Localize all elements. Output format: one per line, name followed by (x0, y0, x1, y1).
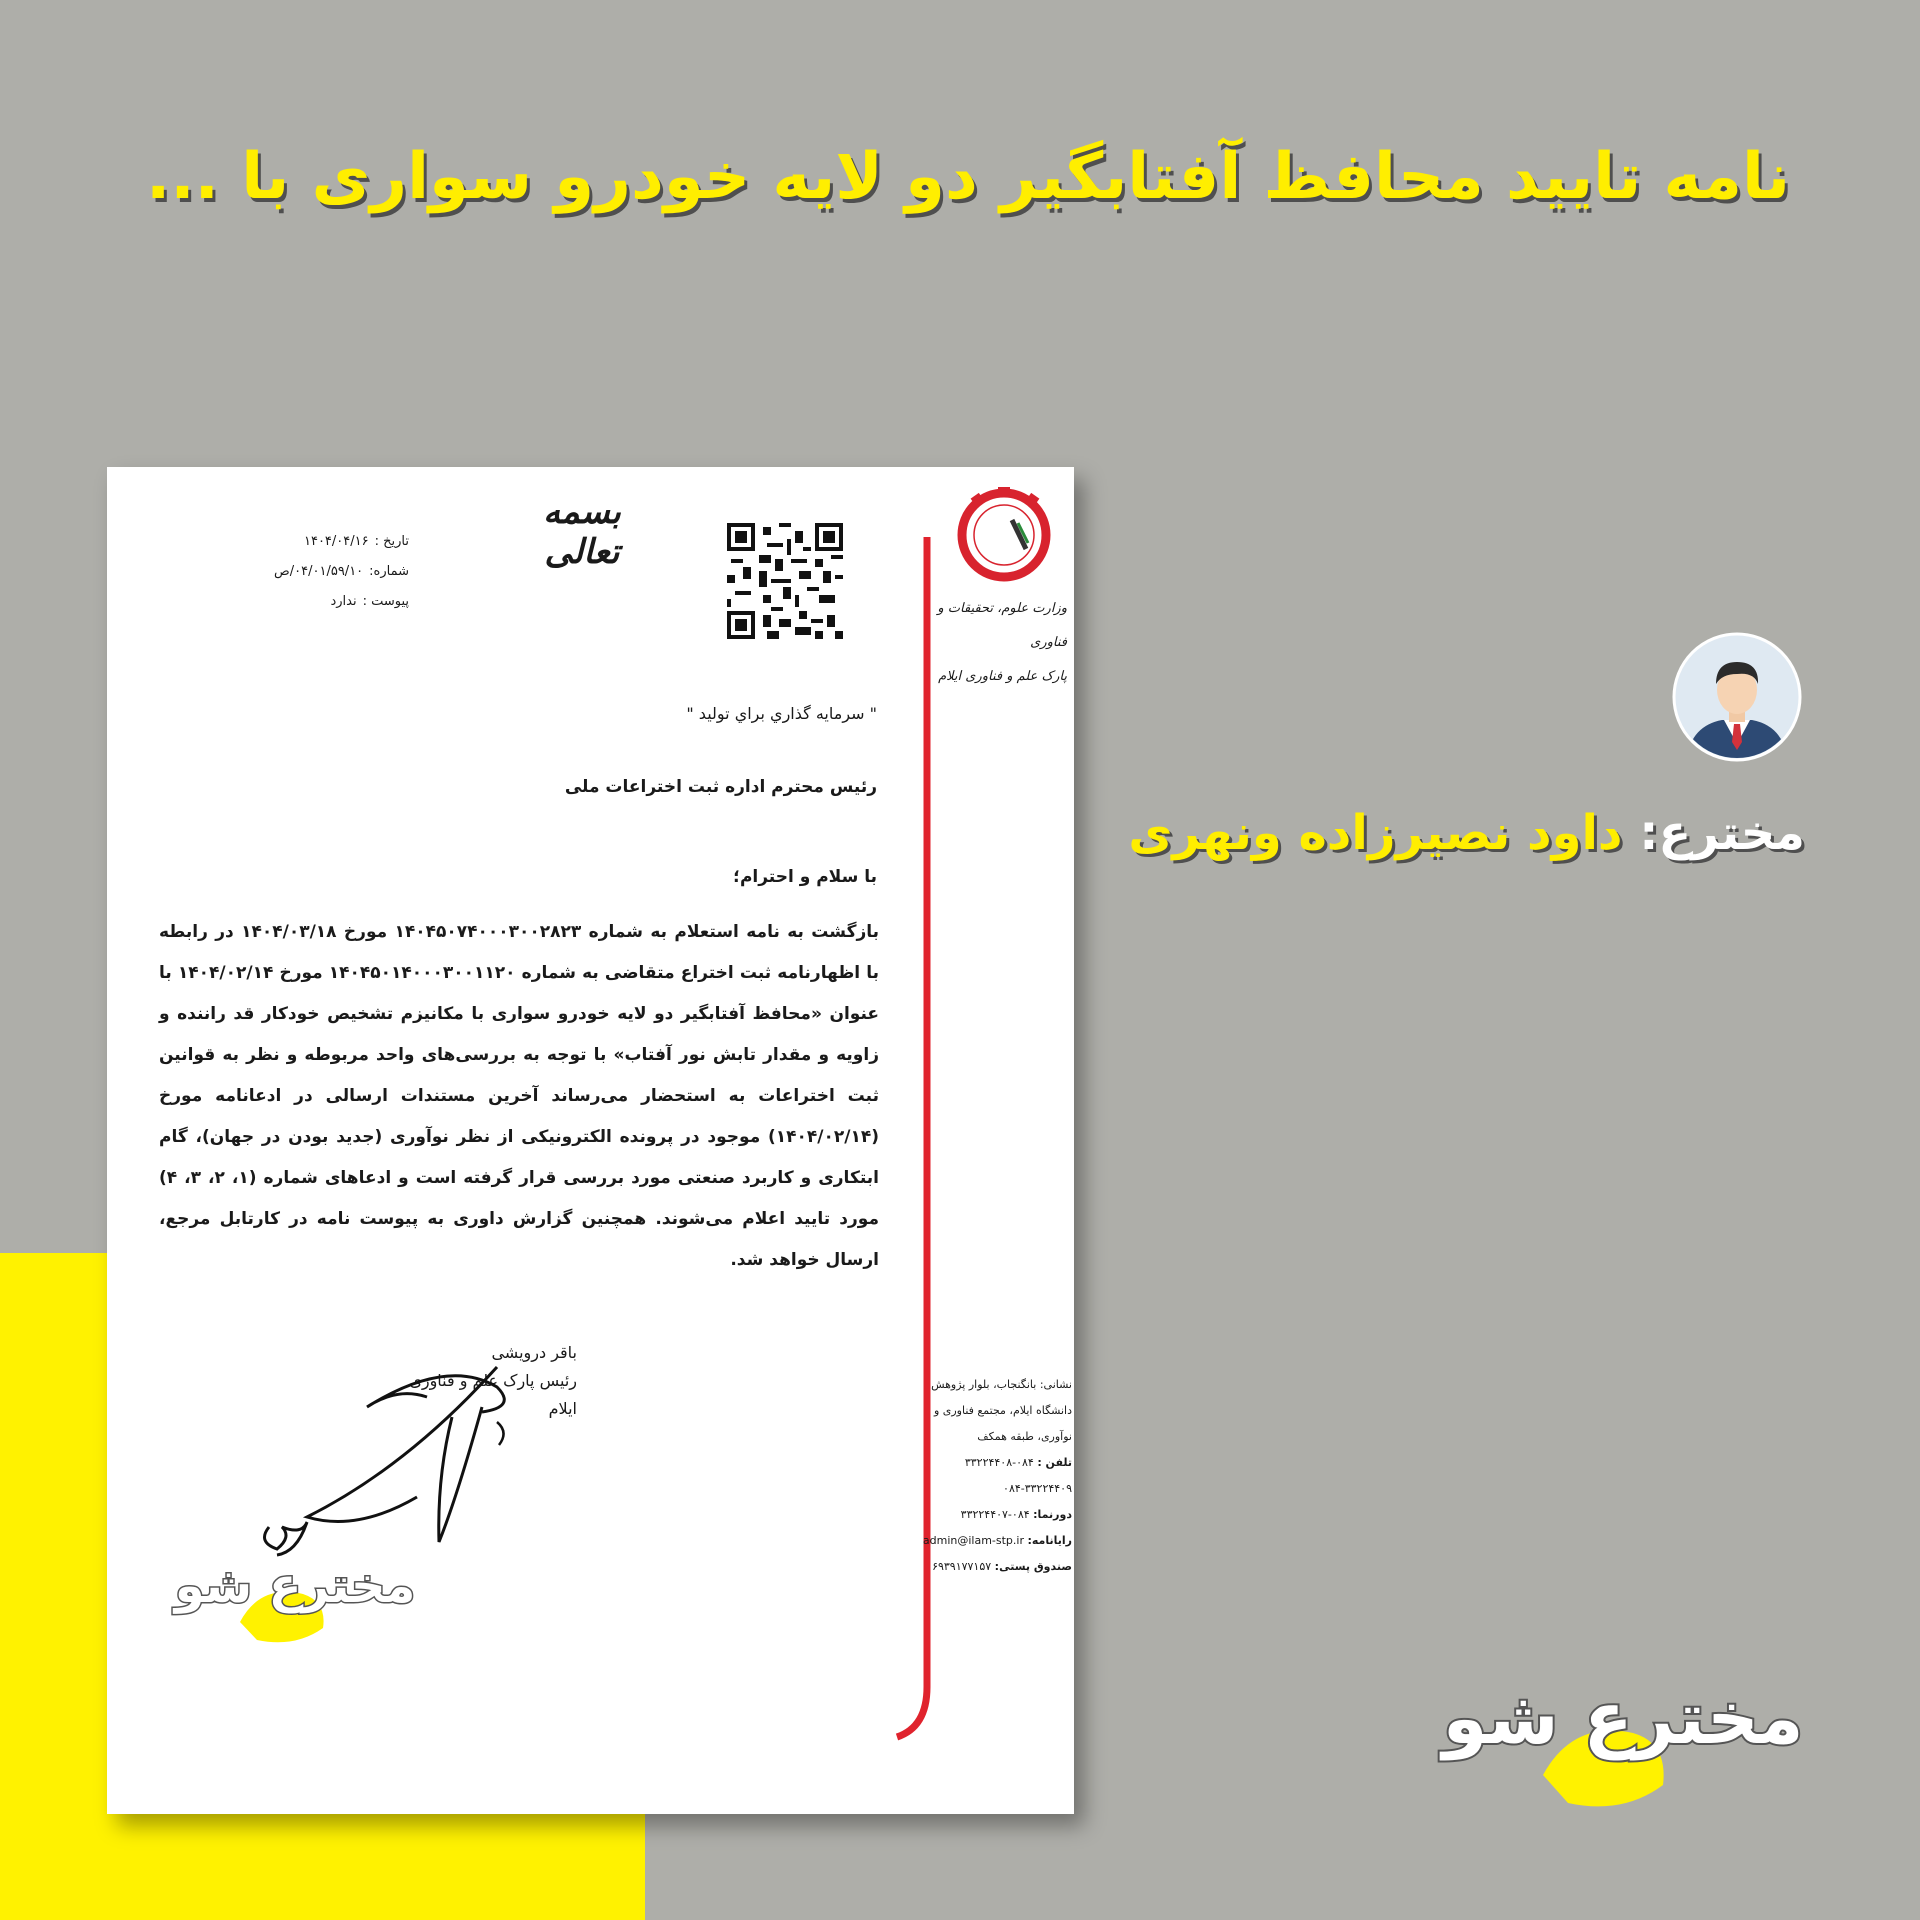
pobox-row (922, 1554, 1072, 1580)
letter-meta (129, 527, 409, 617)
approval-letter (107, 467, 1074, 1814)
meta-label: تاریخ : (374, 534, 409, 549)
phone-number: ۰۸۴-۳۳۲۲۴۴۰۹ (1003, 1482, 1072, 1495)
pobox-label: صندوق پستی: (994, 1560, 1072, 1573)
mokhtare-sho-logo-icon (174, 1522, 416, 1652)
qr-code-icon (727, 523, 843, 639)
letter-salutation: با سلام و احترام؛ (733, 867, 877, 887)
inventor-name: داود نصیرزاده ونهری (1128, 805, 1623, 861)
logo-text: مخترع شو (174, 1558, 416, 1614)
businessman-avatar-icon (1672, 632, 1802, 762)
meta-value: ندارد (330, 594, 357, 609)
email-row (922, 1528, 1072, 1554)
signer-name: باقر درویشی (491, 1343, 577, 1362)
org-park: پارک علم و فناوری ایلام (938, 669, 1067, 684)
bismillah-heading: بسمه تعالی (543, 492, 621, 572)
logo-text: مخترع شو (1442, 1676, 1804, 1760)
banner-title: نامه تایید محافظ آفتابگیر دو لایه خودرو سواری با ... (146, 140, 1790, 214)
inventor-line (1105, 805, 1805, 861)
phone-number: ۰۸۴-۳۳۲۲۴۴۰۸ (964, 1456, 1034, 1469)
email-address: admin@ilam-stp.ir (922, 1534, 1024, 1547)
meta-value: ۱۴۰۴/۰۴/۱۶ (303, 534, 369, 549)
letter-recipient: رئیس محترم اداره ثبت اختراعات ملی (564, 777, 877, 797)
phone-row (922, 1450, 1072, 1476)
letter-body: بازگشت به نامه استعلام به شماره ۱۴۰۴۵۰۷۴۰۰۰۳۰۰۲۸۲۳ مورخ ۱۴۰۴/۰۳/۱۸ در رابطه با اظهارنامه ثبت اختراع متقاضی به شماره ۱۴۰۴۵۰۱۴۰۰۰۳۰۰۱۱۲۰ مورخ ۱۴۰۴/۰۲/۱۴ با عنوان «محافظ آفتابگیر دو لایه خودرو سواری با مکانیزم تشخیص خودکار قد راننده و زاویه و مقدار تابش نور آفتاب» با توجه به بررسی‌های واحد مربوطه و نظر به قوانین ثبت اختراعات به استحضار می‌رساند آخرین مستندات ارسالی در ادعانامه مورخ (۱۴۰۴/۰۲/۱۴) موجود در پرونده الکترونیکی از نظر نوآوری (جدید بودن در جهان)، گام ابتکاری و کاربرد صنعتی مورد بررسی قرار گرفته است و ادعاهای شماره (۱، ۲، ۳، ۴) مورد تایید اعلام می‌شوند. همچنین گزارش داوری به پیوست نامه در کارتابل مرجع، ارسال خواهد شد. (159, 922, 880, 1270)
phone-label: تلفن : (1037, 1456, 1072, 1469)
address-line: نوآوری، طبقه همکف (977, 1430, 1072, 1443)
organization-name (927, 592, 1067, 694)
signer-title: رئیس پارک علم و فناوری ایلام (409, 1371, 577, 1418)
meta-date-row (129, 527, 409, 557)
org-ministry: وزارت علوم، تحقیقات و فناوری (937, 601, 1067, 650)
meta-label: شماره: (369, 564, 409, 579)
meta-label: پیوست : (362, 594, 409, 609)
email-label: رایانامه: (1027, 1534, 1072, 1547)
inventor-label: مخترع: (1639, 805, 1805, 861)
science-park-seal-icon (952, 485, 1057, 585)
fax-row (922, 1502, 1072, 1528)
meta-attachment-row (129, 587, 409, 617)
pobox-number: ۶۹۳۹۱۷۷۱۵۷ (932, 1560, 992, 1573)
letter-slogan: " سرمايه گذاري براي توليد " (686, 704, 877, 723)
meta-value: ۰۴/۰۱/۵۹/۱۰/ص (274, 564, 364, 579)
address-line: نشانی: بانگنجاب، بلوار پژوهش (931, 1378, 1072, 1391)
meta-number-row (129, 557, 409, 587)
address-line: دانشگاه ایلام، مجتمع فناوری و (933, 1404, 1072, 1417)
fax-number: ۰۸۴-۳۳۲۲۴۴۰۷ (960, 1508, 1030, 1521)
mokhtare-sho-logo-icon (1442, 1625, 1804, 1825)
letter-contact-info (922, 1372, 1072, 1580)
fax-label: دورنما: (1033, 1508, 1072, 1521)
phone-row (922, 1476, 1072, 1502)
